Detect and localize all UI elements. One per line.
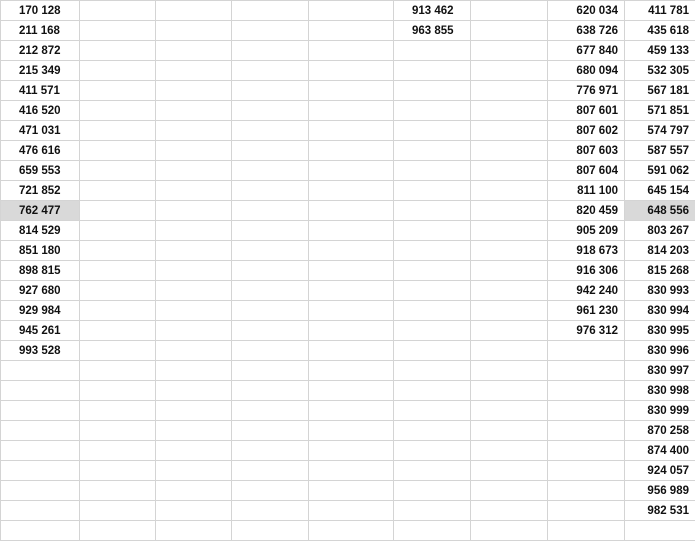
sheet-cell[interactable]: 961 230 (548, 301, 625, 321)
sheet-cell[interactable] (309, 141, 394, 161)
sheet-row (1, 401, 695, 421)
sheet-cell[interactable] (156, 261, 232, 281)
sheet-row (1, 481, 695, 501)
sheet-cell[interactable] (156, 521, 232, 541)
sheet-cell[interactable] (548, 341, 625, 361)
sheet-cell[interactable]: 803 267 (625, 221, 695, 241)
sheet-cell[interactable] (471, 261, 548, 281)
sheet-cell[interactable] (1, 381, 80, 401)
sheet-cell[interactable]: 807 603 (548, 141, 625, 161)
sheet-cell[interactable] (548, 401, 625, 421)
sheet-cell[interactable] (309, 221, 394, 241)
sheet-row (1, 21, 695, 41)
sheet-cell[interactable] (548, 521, 625, 541)
sheet-cell[interactable]: 820 459 (548, 201, 625, 221)
sheet-cell[interactable] (548, 441, 625, 461)
sheet-cell[interactable] (156, 281, 232, 301)
sheet-cell[interactable] (80, 281, 156, 301)
sheet-cell[interactable]: 170 128 (1, 1, 80, 21)
sheet-row (1, 421, 695, 441)
sheet-cell[interactable] (471, 101, 548, 121)
sheet-row (1, 1, 695, 21)
sheet-cell[interactable] (232, 481, 309, 501)
sheet-cell[interactable] (394, 61, 471, 81)
sheet-cell[interactable] (394, 281, 471, 301)
sheet-cell[interactable] (394, 361, 471, 381)
sheet-cell[interactable] (1, 401, 80, 421)
sheet-cell[interactable] (471, 481, 548, 501)
sheet-cell[interactable] (394, 241, 471, 261)
sheet-row (1, 461, 695, 481)
sheet-cell[interactable] (232, 21, 309, 41)
sheet-cell[interactable] (471, 441, 548, 461)
sheet-cell[interactable] (471, 461, 548, 481)
sheet-cell[interactable]: 620 034 (548, 1, 625, 21)
sheet-cell[interactable]: 411 781 (625, 1, 695, 21)
sheet-cell[interactable] (309, 341, 394, 361)
sheet-cell[interactable] (156, 41, 232, 61)
sheet-cell[interactable]: 212 872 (1, 41, 80, 61)
sheet-cell[interactable] (471, 161, 548, 181)
sheet-cell[interactable] (232, 381, 309, 401)
sheet-cell[interactable] (471, 81, 548, 101)
sheet-cell[interactable] (471, 301, 548, 321)
sheet-cell[interactable] (156, 61, 232, 81)
sheet-cell[interactable] (156, 81, 232, 101)
sheet-cell[interactable] (394, 141, 471, 161)
sheet-cell[interactable]: 435 618 (625, 21, 695, 41)
sheet-cell[interactable]: 830 999 (625, 401, 695, 421)
sheet-row (1, 181, 695, 201)
sheet-row (1, 301, 695, 321)
sheet-cell[interactable] (394, 501, 471, 521)
sheet-cell[interactable] (394, 521, 471, 541)
sheet-cell[interactable] (471, 201, 548, 221)
sheet-cell[interactable] (156, 361, 232, 381)
sheet-cell[interactable] (156, 1, 232, 21)
sheet-cell[interactable] (309, 361, 394, 381)
sheet-cell[interactable]: 942 240 (548, 281, 625, 301)
sheet-cell[interactable]: 916 306 (548, 261, 625, 281)
sheet-row (1, 321, 695, 341)
sheet-cell[interactable] (471, 501, 548, 521)
sheet-cell[interactable] (80, 161, 156, 181)
sheet-cell[interactable] (156, 301, 232, 321)
sheet-cell[interactable]: 776 971 (548, 81, 625, 101)
sheet-cell[interactable] (232, 301, 309, 321)
sheet-cell[interactable] (1, 421, 80, 441)
sheet-cell[interactable] (394, 221, 471, 241)
sheet-cell[interactable]: 680 094 (548, 61, 625, 81)
sheet-cell[interactable]: 215 349 (1, 61, 80, 81)
sheet-cell[interactable] (156, 421, 232, 441)
sheet-cell[interactable] (394, 461, 471, 481)
sheet-cell[interactable] (80, 521, 156, 541)
sheet-cell[interactable] (156, 321, 232, 341)
sheet-cell[interactable] (471, 1, 548, 21)
sheet-cell[interactable] (80, 81, 156, 101)
sheet-cell[interactable]: 677 840 (548, 41, 625, 61)
sheet-cell[interactable] (1, 481, 80, 501)
sheet-cell[interactable] (232, 501, 309, 521)
sheet-cell[interactable] (80, 181, 156, 201)
sheet-cell[interactable] (80, 381, 156, 401)
sheet-cell[interactable] (156, 161, 232, 181)
sheet-cell[interactable] (309, 481, 394, 501)
sheet-cell[interactable] (548, 381, 625, 401)
sheet-cell[interactable] (232, 101, 309, 121)
sheet-cell[interactable] (80, 501, 156, 521)
sheet-cell[interactable] (80, 321, 156, 341)
sheet-cell[interactable] (232, 81, 309, 101)
sheet-cell[interactable] (309, 321, 394, 341)
sheet-cell[interactable] (80, 441, 156, 461)
sheet-cell[interactable] (232, 201, 309, 221)
sheet-cell[interactable] (548, 461, 625, 481)
sheet-cell[interactable] (80, 361, 156, 381)
sheet-cell[interactable]: 574 797 (625, 121, 695, 141)
sheet-cell[interactable]: 814 203 (625, 241, 695, 261)
sheet-cell[interactable] (232, 121, 309, 141)
sheet-cell[interactable] (156, 341, 232, 361)
sheet-cell[interactable] (1, 501, 80, 521)
sheet-row (1, 521, 695, 541)
sheet-cell[interactable] (156, 401, 232, 421)
sheet-cell[interactable] (394, 441, 471, 461)
sheet-cell[interactable] (80, 241, 156, 261)
sheet-cell[interactable]: 976 312 (548, 321, 625, 341)
sheet-cell[interactable] (80, 261, 156, 281)
sheet-cell[interactable] (309, 521, 394, 541)
sheet-cell[interactable]: 567 181 (625, 81, 695, 101)
sheet-cell[interactable] (309, 301, 394, 321)
sheet-row (1, 101, 695, 121)
sheet-cell[interactable] (309, 61, 394, 81)
sheet-cell[interactable] (309, 101, 394, 121)
sheet-row (1, 501, 695, 521)
sheet-row (1, 261, 695, 281)
sheet-cell[interactable] (80, 201, 156, 221)
sheet-cell[interactable] (156, 101, 232, 121)
sheet-row (1, 381, 695, 401)
sheet-cell[interactable]: 830 997 (625, 361, 695, 381)
sheet-cell[interactable] (1, 521, 80, 541)
sheet-cell[interactable] (80, 41, 156, 61)
sheet-cell[interactable]: 762 477 (1, 201, 80, 221)
sheet-cell[interactable] (471, 241, 548, 261)
sheet-row (1, 161, 695, 181)
sheet-cell[interactable]: 927 680 (1, 281, 80, 301)
sheet-cell[interactable]: 956 989 (625, 481, 695, 501)
sheet-cell[interactable] (232, 461, 309, 481)
sheet-cell[interactable]: 830 995 (625, 321, 695, 341)
sheet-cell[interactable] (80, 121, 156, 141)
sheet-cell[interactable] (548, 481, 625, 501)
sheet-cell[interactable] (156, 121, 232, 141)
sheet-cell[interactable] (394, 481, 471, 501)
sheet-cell[interactable] (471, 221, 548, 241)
sheet-cell[interactable] (471, 21, 548, 41)
sheet-cell[interactable] (80, 1, 156, 21)
sheet-cell[interactable] (394, 381, 471, 401)
sheet-cell[interactable]: 459 133 (625, 41, 695, 61)
sheet-row (1, 41, 695, 61)
sheet-cell[interactable] (232, 261, 309, 281)
sheet-cell[interactable]: 476 616 (1, 141, 80, 161)
sheet-cell[interactable] (232, 181, 309, 201)
sheet-cell[interactable]: 982 531 (625, 501, 695, 521)
sheet-row (1, 221, 695, 241)
sheet-cell[interactable] (394, 421, 471, 441)
sheet-cell[interactable] (232, 221, 309, 241)
sheet-cell[interactable] (471, 141, 548, 161)
sheet-cell[interactable] (471, 281, 548, 301)
sheet-cell[interactable] (309, 461, 394, 481)
sheet-cell[interactable] (309, 21, 394, 41)
sheet-cell[interactable] (471, 321, 548, 341)
sheet-cell[interactable] (309, 441, 394, 461)
sheet-cell[interactable]: 830 996 (625, 341, 695, 361)
sheet-cell[interactable]: 913 462 (394, 1, 471, 21)
sheet-cell[interactable] (156, 181, 232, 201)
sheet-cell[interactable]: 830 998 (625, 381, 695, 401)
sheet-cell[interactable] (80, 341, 156, 361)
sheet-cell[interactable] (80, 21, 156, 41)
sheet-row (1, 61, 695, 81)
sheet-cell[interactable] (394, 341, 471, 361)
sheet-cell[interactable] (394, 201, 471, 221)
sheet-cell[interactable] (232, 1, 309, 21)
sheet-cell[interactable] (80, 481, 156, 501)
sheet-cell[interactable] (156, 381, 232, 401)
sheet-cell[interactable]: 898 815 (1, 261, 80, 281)
sheet-cell[interactable] (156, 441, 232, 461)
sheet-cell[interactable] (232, 401, 309, 421)
sheet-cell[interactable] (156, 21, 232, 41)
sheet-cell[interactable] (471, 181, 548, 201)
sheet-cell[interactable] (80, 421, 156, 441)
sheet-cell[interactable] (309, 181, 394, 201)
sheet-cell[interactable] (548, 501, 625, 521)
sheet-cell[interactable]: 571 851 (625, 101, 695, 121)
sheet-cell[interactable]: 830 994 (625, 301, 695, 321)
sheet-cell[interactable] (309, 501, 394, 521)
sheet-cell[interactable] (394, 81, 471, 101)
sheet-row (1, 281, 695, 301)
sheet-cell[interactable] (548, 421, 625, 441)
sheet-cell[interactable] (1, 361, 80, 381)
sheet-cell[interactable] (548, 361, 625, 381)
sheet-cell[interactable]: 851 180 (1, 241, 80, 261)
sheet-cell[interactable] (394, 321, 471, 341)
sheet-cell[interactable] (471, 521, 548, 541)
sheet-cell[interactable] (309, 161, 394, 181)
sheet-row (1, 201, 695, 221)
sheet-cell[interactable]: 807 601 (548, 101, 625, 121)
sheet-cell[interactable] (394, 121, 471, 141)
sheet-cell[interactable]: 815 268 (625, 261, 695, 281)
sheet-cell[interactable] (394, 41, 471, 61)
sheet-cell[interactable] (80, 101, 156, 121)
sheet-cell[interactable] (471, 41, 548, 61)
sheet-cell[interactable] (156, 501, 232, 521)
sheet-row (1, 441, 695, 461)
sheet-cell[interactable]: 411 571 (1, 81, 80, 101)
sheet-cell[interactable]: 830 993 (625, 281, 695, 301)
sheet-cell[interactable] (471, 61, 548, 81)
sheet-cell[interactable] (471, 401, 548, 421)
sheet-row (1, 361, 695, 381)
sheet-cell[interactable] (232, 281, 309, 301)
sheet-cell[interactable]: 416 520 (1, 101, 80, 121)
sheet-cell[interactable] (232, 41, 309, 61)
sheet-cell[interactable] (232, 161, 309, 181)
sheet-cell[interactable] (309, 381, 394, 401)
sheet-cell[interactable]: 807 604 (548, 161, 625, 181)
sheet-cell[interactable] (394, 401, 471, 421)
sheet-cell[interactable]: 807 602 (548, 121, 625, 141)
sheet-cell[interactable] (156, 201, 232, 221)
sheet-cell[interactable]: 905 209 (548, 221, 625, 241)
sheet-row (1, 121, 695, 141)
sheet-cell[interactable] (232, 61, 309, 81)
sheet-cell[interactable] (80, 461, 156, 481)
sheet-cell[interactable] (1, 441, 80, 461)
sheet-cell[interactable]: 659 553 (1, 161, 80, 181)
sheet-cell[interactable] (232, 141, 309, 161)
sheet-cell[interactable] (156, 461, 232, 481)
sheet-cell[interactable]: 945 261 (1, 321, 80, 341)
sheet-cell[interactable]: 874 400 (625, 441, 695, 461)
sheet-cell[interactable] (309, 41, 394, 61)
sheet-cell[interactable]: 532 305 (625, 61, 695, 81)
sheet-cell[interactable]: 587 557 (625, 141, 695, 161)
sheet-cell[interactable] (1, 461, 80, 481)
sheet-cell[interactable]: 929 984 (1, 301, 80, 321)
sheet-row (1, 141, 695, 161)
sheet-cell[interactable]: 924 057 (625, 461, 695, 481)
sheet-cell[interactable] (309, 121, 394, 141)
sheet-cell[interactable] (309, 281, 394, 301)
sheet-cell[interactable]: 645 154 (625, 181, 695, 201)
sheet-cell[interactable]: 471 031 (1, 121, 80, 141)
sheet-cell[interactable]: 963 855 (394, 21, 471, 41)
sheet-cell[interactable] (309, 241, 394, 261)
sheet-row (1, 81, 695, 101)
sheet-cell[interactable] (394, 181, 471, 201)
sheet-row (1, 341, 695, 361)
sheet-cell[interactable] (232, 421, 309, 441)
sheet-cell[interactable]: 638 726 (548, 21, 625, 41)
sheet-cell[interactable] (309, 261, 394, 281)
sheet-cell[interactable] (394, 301, 471, 321)
sheet-cell[interactable] (394, 101, 471, 121)
sheet-cell[interactable] (156, 221, 232, 241)
sheet-cell[interactable]: 591 062 (625, 161, 695, 181)
sheet-cell[interactable] (309, 81, 394, 101)
sheet-cell[interactable] (471, 121, 548, 141)
sheet-cell[interactable] (232, 521, 309, 541)
sheet-cell[interactable] (232, 241, 309, 261)
sheet-cell[interactable] (309, 1, 394, 21)
sheet-cell[interactable]: 811 100 (548, 181, 625, 201)
sheet-cell[interactable] (156, 241, 232, 261)
sheet-cell[interactable] (309, 201, 394, 221)
sheet-cell[interactable]: 918 673 (548, 241, 625, 261)
sheet-cell[interactable] (156, 481, 232, 501)
sheet-cell[interactable] (80, 401, 156, 421)
sheet-cell[interactable]: 993 528 (1, 341, 80, 361)
sheet-cell[interactable] (80, 61, 156, 81)
sheet-cell[interactable] (471, 421, 548, 441)
sheet-cell[interactable] (232, 361, 309, 381)
sheet-cell[interactable]: 648 556 (625, 201, 695, 221)
sheet-cell[interactable]: 870 258 (625, 421, 695, 441)
sheet-cell[interactable] (471, 341, 548, 361)
sheet-cell[interactable] (309, 401, 394, 421)
sheet-cell[interactable] (80, 301, 156, 321)
sheet-cell[interactable]: 721 852 (1, 181, 80, 201)
sheet-cell[interactable] (232, 441, 309, 461)
sheet-cell[interactable]: 814 529 (1, 221, 80, 241)
sheet-cell[interactable] (394, 161, 471, 181)
sheet-cell[interactable] (156, 141, 232, 161)
sheet-cell[interactable] (471, 381, 548, 401)
sheet-cell[interactable] (625, 521, 695, 541)
sheet-cell[interactable] (80, 221, 156, 241)
sheet-cell[interactable] (232, 341, 309, 361)
sheet-cell[interactable] (309, 421, 394, 441)
sheet-cell[interactable] (394, 261, 471, 281)
sheet-cell[interactable] (471, 361, 548, 381)
sheet-row (1, 241, 695, 261)
sheet-cell[interactable] (232, 321, 309, 341)
sheet-cell[interactable] (80, 141, 156, 161)
sheet-cell[interactable]: 211 168 (1, 21, 80, 41)
